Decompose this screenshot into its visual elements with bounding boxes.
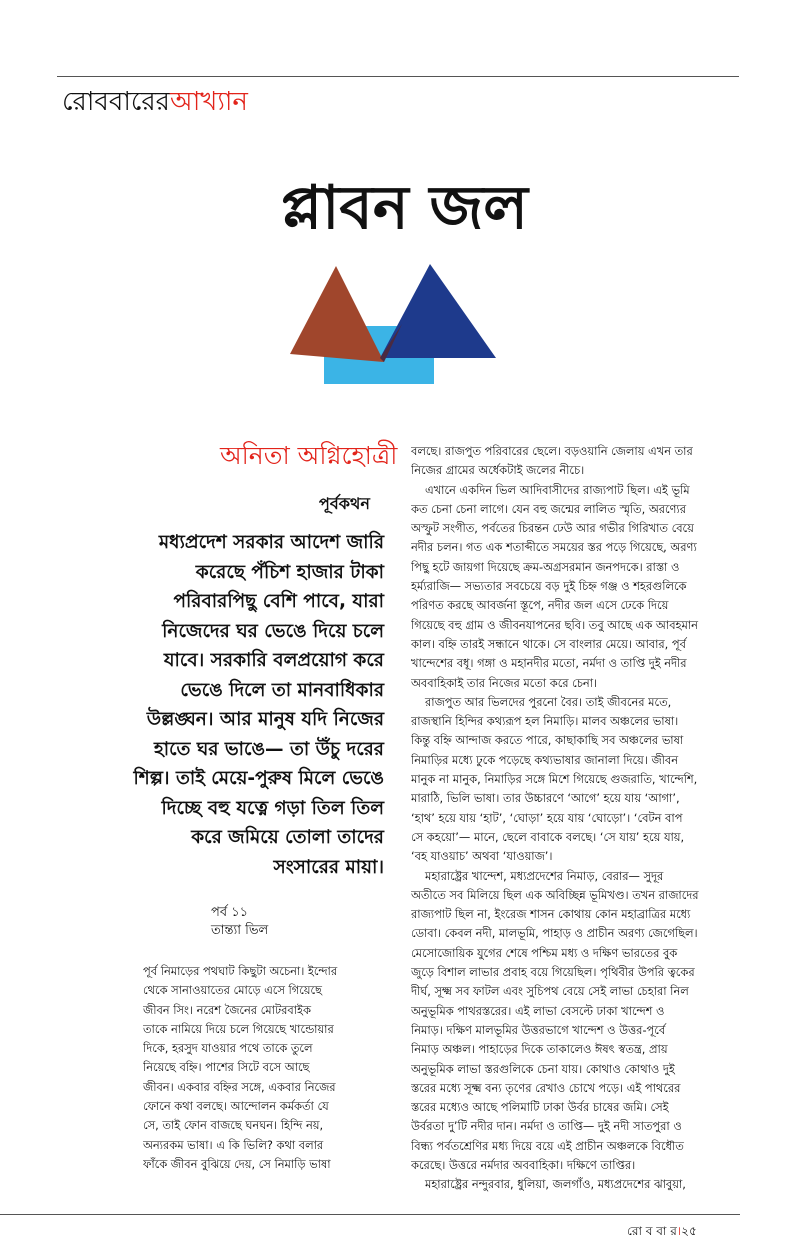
body-line: পূর্ব নিমাড়ের পথঘাট কিছুটা অচেনা। ইন্দোর — [143, 964, 338, 978]
body-line: বিন্ধ্য পর্বতশ্রেণির মধ্য দিয়ে বয়ে এই প্রাচীন অঞ্চলকে বিধৌত — [411, 1138, 684, 1153]
body-line: মারাঠি, ভিলি ভাষা। তার উচ্চারণে ‘আগে’ হয়ে যায় ‘আগা’, — [411, 791, 680, 806]
body-line: অতীতে সব মিলিয়ে ছিল এক অবিচ্ছিন্ন ভূমিখণ্ড। তখন রাজাদের — [411, 887, 699, 902]
pull-quote-line: নিজেদের ঘর ভেঙে দিয়ে চলে — [162, 620, 384, 642]
body-line: খান্দেশের বধূ। গঙ্গা ও মহানদীর মতো, নর্মদা ও তাপ্তি দুই নদীর — [411, 656, 687, 671]
brown-mountain — [290, 266, 384, 362]
body-line: সে, তাই ফোন বাজছে ঘনঘন। হিন্দি নয়, — [143, 1118, 324, 1133]
body-line: কিন্তু বহ্নি আন্দাজ করতে পারে, কাছাকাছি সব অঞ্চলের ভাষা — [411, 733, 684, 748]
mountains-illustration — [288, 258, 502, 388]
body-line: উর্বরতা দু’টি নদীর দান। নর্মদা ও তাপ্তি— দুই নদী সাতপুরা ও — [411, 1119, 682, 1134]
episode-label — [211, 904, 268, 940]
body-line: ‘হাথ’ হয়ে যায় ‘হাট’, ‘ঘোড়া’ হয়ে যায় ‘ঘোড়ো’। ‘বেটন বাপ — [411, 810, 683, 825]
body-line: জীবন। একবার বহ্নির সঙ্গে, একবার নিজের — [143, 1079, 336, 1094]
pull-quote-line: করেছে পঁচিশ হাজার টাকা — [195, 561, 384, 583]
body-line: অনুভূমিক লাভা স্তরগুলিকে চেনা যায়। কোথাও কোথাও দুই — [411, 1061, 675, 1076]
page-number: ২৫ — [681, 1224, 697, 1238]
body-line: মহারাষ্ট্রের খান্দেশ, মধ্যপ্রদেশের নিমাড়, বেরার— সুদূর — [425, 868, 664, 883]
body-line: রাজপুত আর ভিলদের পুরনো বৈর। তাই জীবনের মতে, — [425, 694, 672, 709]
article-title: প্লাবন জল — [281, 173, 528, 243]
pull-quote-line: ভেঙে দিলে তা মানবাধিকার — [180, 679, 384, 701]
pull-quote-line: যাবে। সরকারি বলপ্রয়োগ করে — [163, 650, 384, 671]
body-line: কাল। বহ্নি তারই সন্ধানে থাকে। সে বাংলার মেয়ে। আবার, পূর্ব — [411, 636, 686, 651]
body-column-right — [411, 442, 741, 1195]
body-line: ফাঁকে জীবন বুঝিয়ে দেয়, সে নিমাড়ি ভাষা — [143, 1156, 331, 1171]
body-line: জুড়ে বিশাল লাভার প্রবাহ বয়ে গিয়েছিল। পৃথিবীর উপরি ত্বকের — [411, 965, 695, 980]
section-label-main: রোববারের — [62, 87, 170, 117]
body-line: মানুক না মানুক, নিমাড়ির সঙ্গে মিশে গিয়েছে গুজরাতি, খান্দেশি, — [411, 772, 698, 787]
body-line: স্তরের মধ্যে সূক্ষ্ম বন্য তৃণের রেখাও চোখে পড়ে। এই পাথরের — [411, 1080, 681, 1095]
pull-quote-line: করে জমিয়ে তোলা তাদের — [191, 827, 384, 848]
pull-quote-line: উল্লঙ্ঘন। আর মানুষ যদি নিজের — [146, 709, 384, 730]
body-line: রাজ্যপাট ছিল না, ইংরেজ শাসন কোথায় কোন মহাব্রাত্রির মধ্যে — [411, 907, 691, 922]
body-line: স্তরের মধ্যেও আছে পলিমাটি ঢাকা উর্বর চাষের জমি। সেই — [411, 1100, 669, 1115]
body-line: নিজের গ্রামের অর্ধেকটাই জলের নীচে। — [411, 463, 585, 478]
body-line: নিমাড়ির মধ্যে ঢুকে পড়েছে কথ্যভাষার জানালা দিয়ে। জীবন — [411, 752, 679, 767]
pull-quote-line: শিল্প। তাই মেয়ে-পুরুষ মিলে ভেঙে — [133, 768, 384, 789]
body-line: রাজস্থানি হিন্দির কথ্যরূপ হল নিমাড়ি। মালব অঞ্চলের ভাষা। — [411, 714, 679, 729]
body-line: দীর্ঘ, সূক্ষ্ম সব ফাটল এবং সুচিপথ বেয়ে সেই লাভা চেহারা নিল — [411, 984, 689, 999]
pull-quote-line: পরিবারপিছু বেশি পাবে, যারা — [173, 591, 384, 612]
pull-quote-line: দিচ্ছে বহু যত্নে গড়া তিল তিল — [161, 797, 384, 819]
episode-number: পর্ব ১১ — [211, 905, 249, 920]
body-line: গিয়েছে বহু গ্রাম ও জীবনযাপনের ছবি। তবু আছে এক আবহমান — [411, 617, 698, 632]
body-line: পিছু হটে জায়গা দিয়েছে ক্রম-অগ্রসরমান জনপদকে। রাস্তা ও — [411, 559, 680, 574]
author-name: অনিতা অগ্নিহোত্রী — [220, 441, 398, 470]
body-column-left — [143, 962, 378, 1174]
body-line: নিয়েছে বহ্নি। পাশের সিটে বসে আছে — [143, 1060, 310, 1075]
page-folio — [627, 1222, 697, 1240]
body-line: এখানে একদিন ভিল আদিবাসীদের রাজ্যপাট ছিল। এই ভূমি — [425, 482, 690, 497]
body-line: পরিণত করছে আবর্জনা স্তূপে, নদীর জল এসে ঢেকে দিয়ে — [411, 598, 669, 613]
body-line: জীবন সিং। নরেশ জৈনের মোটরবাইক — [143, 1002, 311, 1017]
body-line: বলছে। রাজপুত পরিবারের ছেলে। বড়ওয়ানি জেলায় এখন তার — [411, 444, 693, 458]
body-line: তাকে নামিয়ে দিয়ে চলে গিয়েছে খান্ডোয়ার — [143, 1021, 334, 1036]
body-line: অন্যরকম ভাষা। এ কি ভিলি? কথা বলার — [143, 1137, 324, 1152]
body-line: করেছে। উত্তরে নর্মদার অববাহিকা। দক্ষিণে তাপ্তির। — [411, 1157, 636, 1172]
body-line: অনুভূমিক পাথরস্তরের। এই লাভা বেসল্টে ঢাকা খান্দেশ ও — [411, 1003, 665, 1018]
body-line: হর্ম্যরাজি— সভ্যতার সবচেয়ে বড় দুই চিহ্ন গঞ্জ ও শহরগুলিকে — [411, 579, 687, 594]
body-line: নিমাড় অঞ্চল। পাহাড়ের দিকে তাকালেও ঈষৎ স্বতন্ত্র, প্রায় — [411, 1042, 668, 1057]
body-line: ‘বহ যাওয়াচ’ অথবা ‘যাওয়াজ’। — [411, 849, 553, 864]
body-line: অববাহিকাই তার নিজের মতো করে চেনা। — [411, 675, 598, 690]
footer-rule — [0, 1214, 740, 1215]
body-line: দিকে, হরসুদ যাওয়ার পথে তাকে তুলে — [143, 1041, 313, 1056]
publication-name: রো ব বা র — [627, 1224, 677, 1238]
body-line: মেসোজোয়িক যুগের শেষে পশ্চিম মধ্য ও দক্ষিণ ভারতের বুক — [411, 945, 678, 960]
body-line: ফোনে কথা বলছে। আন্দোলন কর্মকর্তা যে — [143, 1099, 329, 1114]
folio-separator: । — [676, 1224, 682, 1238]
body-line: কত চেনা চেনা লাগে। যেন বহু জন্মের লালিত স্মৃতি, অরণ্যের — [411, 501, 686, 516]
episode-name: তান্ত্যা ভিল — [211, 923, 269, 938]
body-line: নিমাড়। দক্ষিণ মালভূমির উত্তরভাগে খান্দেশ ও উত্তর-পূর্বে — [411, 1022, 666, 1037]
pull-quote-line: হাতে ঘর ভাঙে— তা উঁচু দরের — [153, 738, 384, 760]
body-line: ডোবা। কেবল নদী, মালভূমি, পাহাড় ও প্রাচীন অরণ্য জেগেছিল। — [411, 926, 698, 941]
body-line: থেকে সানাওয়াতের মোড়ে এসে গিয়েছে — [143, 983, 322, 998]
section-label — [62, 86, 248, 118]
body-line: মহারাষ্ট্রের নন্দুরবার, ধুলিয়া, জলগাঁও, মধ্যপ্রদেশের ঝাবুয়া, — [425, 1177, 686, 1192]
header-rule — [57, 76, 739, 77]
body-line: অস্ফুট সংগীত, পর্বতের চিরন্তন ঢেউ আর গভীর গিরিখাত বেয়ে — [411, 521, 694, 536]
pull-quote-line: মধ্যপ্রদেশ সরকার আদেশ জারি — [158, 532, 384, 553]
section-label-accent: আখ্যান — [169, 87, 248, 117]
pull-quote-line: সংসারের মায়া। — [273, 856, 384, 878]
navy-mountain — [380, 264, 496, 358]
body-line: সে কহয়ো’— মানে, ছেলে বাবাকে বলছে। ‘সে যায়’ হয়ে যায়, — [411, 829, 685, 844]
body-line: নদীর চলন। গত এক শতাব্দীতে সময়ের স্তর পড়ে গিয়েছে, অরণ্য — [411, 540, 697, 555]
section-heading: পূর্বকথন — [319, 494, 370, 513]
pull-quote — [54, 528, 384, 882]
